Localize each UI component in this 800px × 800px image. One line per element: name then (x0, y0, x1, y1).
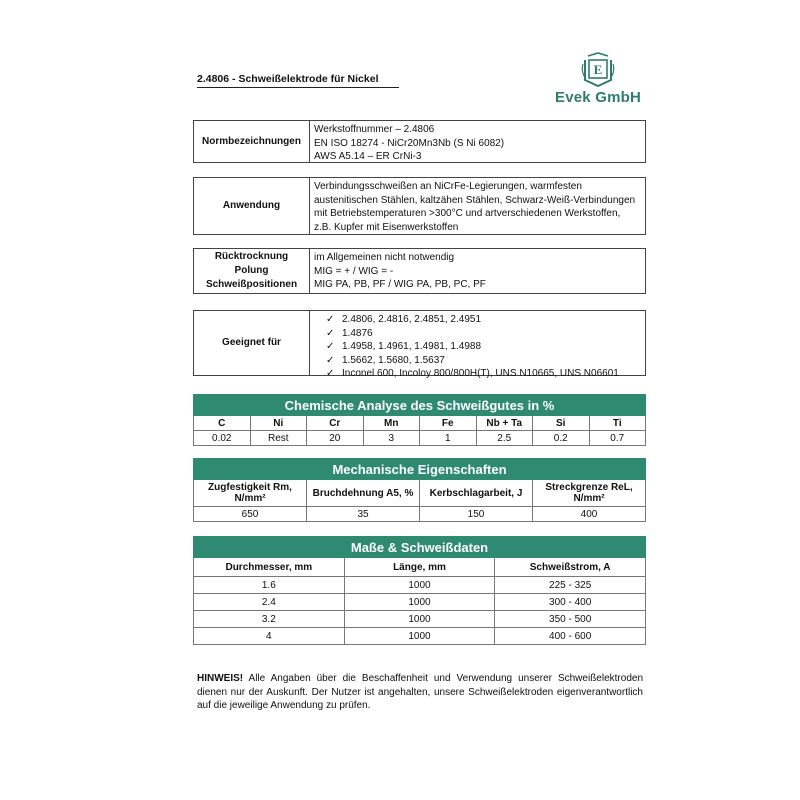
check-icon: ✓ (326, 368, 335, 379)
norm-line: EN ISO 18274 - NiCr20Mn3Nb (S Ni 6082) (314, 137, 505, 149)
masse-cell: 4 (194, 628, 345, 645)
masse-cell: 3.2 (194, 611, 345, 628)
rucktrocknung-value: im Allgemeinen nicht notwendig (314, 252, 455, 263)
geeignet-label: Geeignet für (194, 311, 310, 375)
chem-title: Chemische Analyse des Schweißgutes in % (194, 395, 646, 416)
norm-line: Werkstoffnummer – 2.4806 (314, 124, 435, 135)
properties-box (193, 248, 646, 294)
mech-table (193, 458, 646, 522)
chem-value: Rest (250, 431, 307, 446)
mech-title: Mechanische Eigenschaften (194, 459, 646, 480)
chem-header: Ti (589, 416, 646, 431)
masse-table (193, 536, 646, 645)
polung-value: MIG = + / WIG = - (314, 265, 394, 277)
geeignet-box (193, 310, 646, 379)
chem-header: Mn (363, 416, 420, 431)
check-icon: ✓ (326, 341, 335, 352)
mech-header: Kerbschlagarbeit, J (420, 480, 533, 507)
rucktrocknung-label: Rücktrocknung (214, 251, 289, 262)
masse-cell: 1000 (344, 628, 495, 645)
geeignet-item: ✓ 1.4958, 1.4961, 1.4981, 1.4988 (326, 341, 482, 352)
masse-cell: 225 - 325 (495, 577, 646, 594)
note-label: HINWEIS! (197, 673, 244, 684)
masse-header: Durchmesser, mm (194, 558, 345, 577)
mech-header: Streckgrenze ReL, N/mm² (533, 480, 646, 507)
anwendung-label: Anwendung (194, 178, 310, 234)
masse-cell: 1000 (344, 611, 495, 628)
mech-value: 150 (420, 507, 533, 522)
geeignet-item: ✓ 2.4806, 2.4816, 2.4851, 2.4951 (326, 314, 482, 325)
chem-value: 2.5 (476, 431, 533, 446)
masse-header: Schweißstrom, A (495, 558, 646, 577)
masse-cell: 2.4 (194, 594, 345, 611)
geeignet-item: ✓ 1.4876 (326, 327, 373, 339)
schweisspositionen-label: Schweißpositionen (205, 279, 298, 290)
check-icon: ✓ (326, 354, 335, 366)
chem-header: Nb + Ta (476, 416, 533, 431)
masse-cell: 400 - 600 (495, 628, 646, 645)
chem-value: 20 (307, 431, 364, 446)
mech-value: 650 (194, 507, 307, 522)
masse-cell: 350 - 500 (495, 611, 646, 628)
company-name: Evek GmbH (555, 89, 641, 106)
geeignet-item: ✓ Inconel 600, Incoloy 800/800H(T), UNS N10665, UNS N06601 (326, 368, 619, 379)
anwendung-line: z.B. Kupfer mit Eisenwerkstoffen (314, 221, 459, 233)
norm-values (310, 121, 508, 162)
chem-header: C (194, 416, 251, 431)
schweisspositionen-value: MIG PA, PB, PF / WIG PA, PB, PC, PF (314, 279, 486, 290)
chem-table (193, 394, 646, 446)
mech-value: 400 (533, 507, 646, 522)
norm-line: AWS A5.14 – ER CrNi-3 (314, 151, 422, 162)
chem-header: Fe (420, 416, 477, 431)
masse-cell: 1000 (344, 594, 495, 611)
geeignet-item: ✓ 1.5662, 1.5680, 1.5637 (326, 354, 445, 366)
chem-value: 0.7 (589, 431, 646, 446)
chem-value: 0.2 (533, 431, 590, 446)
masse-cell: 1000 (344, 577, 495, 594)
company-logo (553, 52, 643, 106)
norm-label: Normbezeichnungen (194, 121, 310, 162)
check-icon: ✓ (326, 327, 335, 339)
mech-header: Zugfestigkeit Rm, N/mm² (194, 480, 307, 507)
chem-header: Si (533, 416, 590, 431)
geeignet-values (310, 311, 623, 379)
masse-cell: 1.6 (194, 577, 345, 594)
document-title: 2.4806 - Schweißelektrode für Nickel (197, 73, 399, 88)
anwendung-line: Verbindungsschweißen an NiCrFe-Legierungen, warmfesten (314, 181, 582, 192)
masse-title: Maße & Schweißdaten (194, 537, 646, 558)
chem-value: 0.02 (194, 431, 251, 446)
anwendung-box (193, 177, 646, 235)
polung-label: Polung (234, 265, 269, 276)
chem-header: Cr (307, 416, 364, 431)
mech-header: Bruchdehnung A5, % (307, 480, 420, 507)
masse-header: Länge, mm (344, 558, 495, 577)
properties-values (310, 249, 490, 293)
disclaimer-note (197, 672, 643, 713)
emblem-icon (581, 52, 615, 88)
anwendung-line: austenitischen Stählen, kaltzähen Stählen, Schwarz-Weiß-Verbindungen (314, 194, 636, 206)
chem-value: 3 (363, 431, 420, 446)
anwendung-line: mit Betriebstemperaturen >300°C und artverschiedenen Werkstoffen, (314, 208, 621, 219)
anwendung-values (310, 178, 639, 234)
check-icon: ✓ (326, 314, 335, 325)
chem-header: Ni (250, 416, 307, 431)
norm-box (193, 120, 646, 163)
logo-letter: E (593, 62, 603, 77)
note-text: Alle Angaben über die Beschaffenheit und Verwendung unserer Schweißelektroden dienen nur der Auskunft. Der Nutzer ist angehalten, unsere Schweißelektroden eigenverantwortlich auf die jeweilige Anwendung zu prüfen. (197, 673, 643, 711)
masse-cell: 300 - 400 (495, 594, 646, 611)
properties-labels (194, 249, 310, 293)
mech-value: 35 (307, 507, 420, 522)
chem-value: 1 (420, 431, 477, 446)
